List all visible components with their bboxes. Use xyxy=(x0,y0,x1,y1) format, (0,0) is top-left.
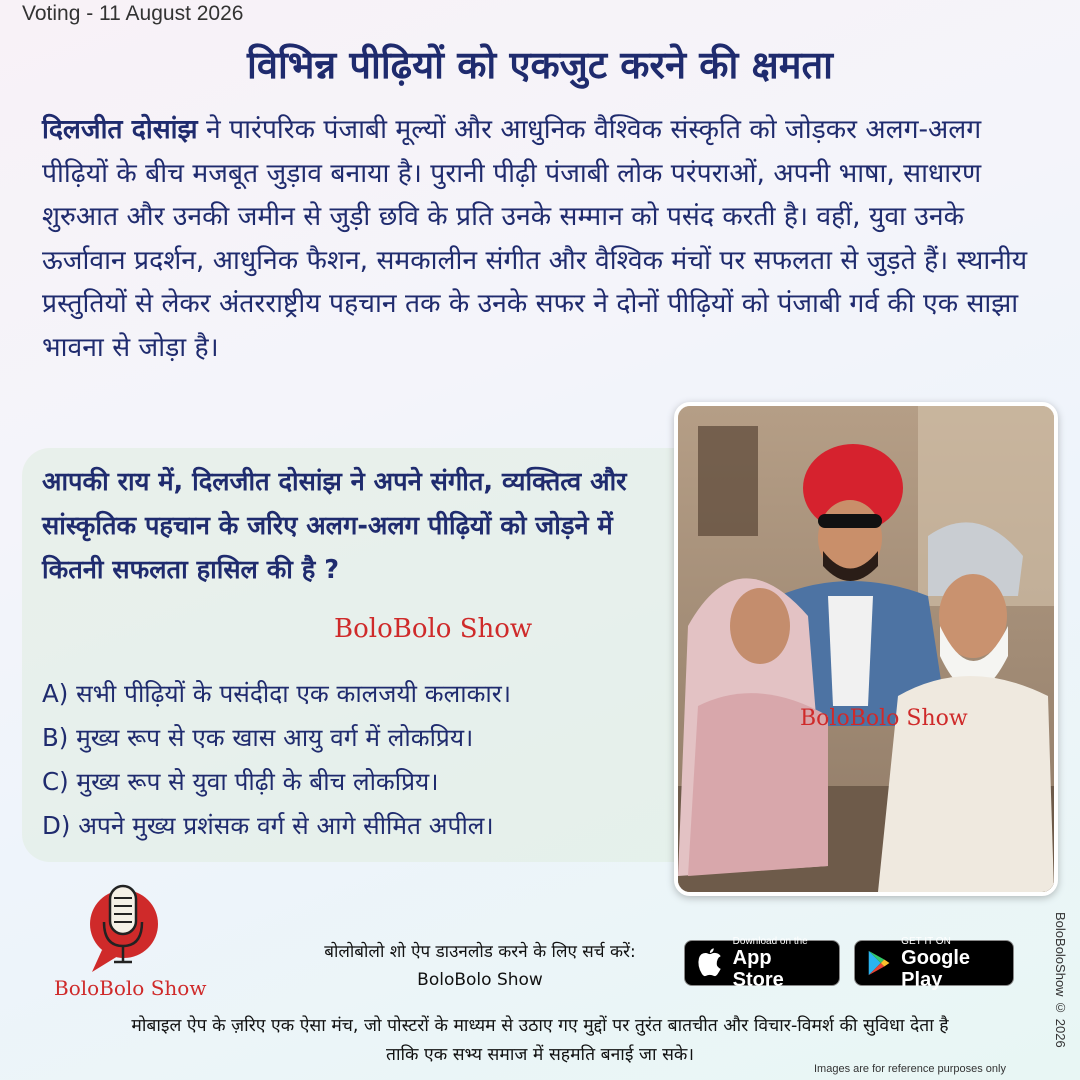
watermark: BoloBolo Show xyxy=(334,614,533,644)
intro-text: ने पारंपरिक पंजाबी मूल्यों और आधुनिक वैश्विक संस्कृति को जोड़कर अलग-अलग पीढ़ियों के बीच मजबूत जुड़ाव बनाया है। पुरानी पीढ़ी पंजाबी लोक परंपराओं, अपनी भाषा, साधारण शुरुआत और उनकी जमीन से जुड़ी छवि के प्रति उनके सम्मान को पसंद करती है। वहीं, युवा उनके ऊर्जावान प्रदर्शन, आधुनिक फैशन, समकालीन संगीत और वैश्विक मंचों पर सफलता से जुड़ते हैं। स्थानीय प्रस्तुतियों से लेकर अंतरराष्ट्रीय पहचान तक के उनके सफर ने दोनों पीढ़ियों को पंजाबी गर्व की एक साझा भावना से जोड़ा है। xyxy=(42,114,1028,363)
option-d[interactable]: D) अपने मुख्य प्रशंसक वर्ग से आगे सीमित अपील। xyxy=(42,811,494,840)
app-store-button[interactable] xyxy=(684,935,840,991)
disclaimer: Images are for reference purposes only xyxy=(814,1063,1006,1075)
copyright: BoloBoloShow © 2026 xyxy=(1053,912,1068,1048)
google-play-button[interactable] xyxy=(854,935,1014,991)
photo-watermark: BoloBolo Show xyxy=(800,706,968,731)
google-play-icon xyxy=(867,948,891,978)
photo-illustration xyxy=(678,406,1054,892)
footer-line-2: ताकि एक सभ्य समाज में सहमति बनाई जा सके। xyxy=(386,1045,694,1065)
question-text: आपकी राय में, दिलजीत दोसांझ ने अपने संगीत, व्यक्तित्व और सांस्कृतिक पहचान के जरिए अलग-अलग पीढ़ियों को जोड़ने में कितनी सफलता हासिल की है ? xyxy=(42,467,627,585)
answer-options xyxy=(42,672,682,848)
option-b[interactable]: B) मुख्य रूप से एक खास आयु वर्ग में लोकप्रिय। xyxy=(42,723,474,752)
app-store-big-text: App Store xyxy=(732,946,784,991)
photo xyxy=(674,402,1058,896)
microphone-icon xyxy=(52,880,212,980)
google-play-big-text: Google Play xyxy=(901,946,971,991)
download-prompt-text: बोलोबोलो शो ऐप डाउनलोड करने के लिए सर्च करें: xyxy=(324,942,636,962)
footer-line-1: मोबाइल ऐप के ज़रिए एक ऐसा मंच, जो पोस्टरों के माध्यम से उठाए गए मुद्दों पर तुरंत बातचीत और विचार-विमर्श की सुविधा देता है xyxy=(131,1016,949,1036)
page-title: विभिन्न पीढ़ियों को एकजुट करने की क्षमता xyxy=(247,43,833,87)
apple-icon xyxy=(697,948,723,978)
intro-name: दिलजीत दोसांझ xyxy=(42,114,198,145)
voting-date: Voting - 11 August 2026 xyxy=(22,2,244,25)
google-play-small-text: GET IT ON xyxy=(901,935,951,947)
footer-description xyxy=(40,1012,1040,1070)
download-app-name: BoloBolo Show xyxy=(417,970,543,990)
logo-label: BoloBolo Show xyxy=(54,976,207,1000)
option-c[interactable]: C) मुख्य रूप से युवा पीढ़ी के बीच लोकप्रिय। xyxy=(42,767,439,796)
download-prompt xyxy=(300,938,660,994)
app-store-small-text: Download on the xyxy=(732,935,808,947)
option-a[interactable]: A) सभी पीढ़ियों के पसंदीदा एक कालजयी कलाकार। xyxy=(42,679,512,708)
intro-paragraph xyxy=(42,108,1054,369)
